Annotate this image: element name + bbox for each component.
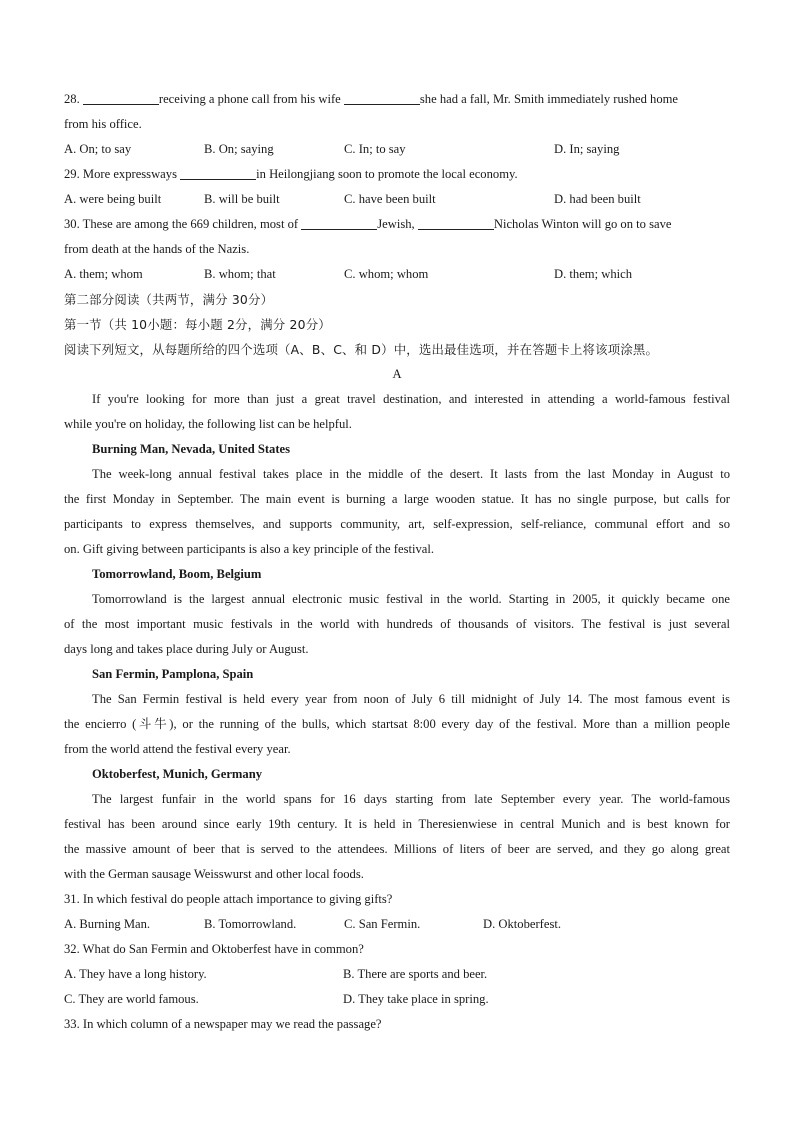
- option-b: B. There are sports and beer.: [343, 967, 488, 981]
- passage-line: Tomorrowland is the largest annual electronic music festival in the world. Starting in 2005, it quickly became one: [92, 592, 730, 606]
- passage-line: with the German sausage Weisswurst and other local foods.: [64, 867, 364, 881]
- q31-options: [64, 912, 730, 937]
- passage-line: days long and takes place during July or August.: [64, 642, 309, 656]
- reading-instruction: 阅读下列短文，从每题所给的四个选项（A、B、C、和 D）中，选出最佳选项，并在答题卡上将该项涂黑。: [64, 342, 659, 357]
- option-b: B. Tomorrowland.: [204, 917, 297, 931]
- option-c: C. have been built: [344, 192, 436, 206]
- option-c: C. San Fermin.: [344, 917, 421, 931]
- passage-intro-line: If you're looking for more than just a great travel destination, and interested in attending a world-famous festival: [92, 392, 730, 406]
- option-a: A. They have a long history.: [64, 967, 207, 981]
- passage-line: participants to express themselves, and supports community, art, self-expression, self-reliance, communal effort and so: [64, 517, 730, 531]
- q29-options: [64, 187, 730, 212]
- festival-title: San Fermin, Pamplona, Spain: [92, 667, 254, 681]
- option-c: C. They are world famous.: [64, 992, 199, 1006]
- option-c: C. In; to say: [344, 142, 406, 156]
- exam-page: [64, 87, 730, 1037]
- passage-line: from the world attend the festival every year.: [64, 742, 291, 756]
- option-d: D. had been built: [554, 192, 641, 206]
- q30-options: [64, 262, 730, 287]
- q28-stem-continued: from his office.: [64, 117, 142, 131]
- q33-stem: 33. In which column of a newspaper may we read the passage?: [64, 1017, 382, 1031]
- festival-title: Oktoberfest, Munich, Germany: [92, 767, 262, 781]
- passage-line: festival has been around since early 19th century. It is held in Theresienwiese in central Munich and is best known for: [64, 817, 730, 831]
- q31-stem: 31. In which festival do people attach importance to giving gifts?: [64, 892, 393, 906]
- festival-title: Burning Man, Nevada, United States: [92, 442, 291, 456]
- option-d: D. Oktoberfest.: [483, 917, 561, 931]
- q28-options: [64, 137, 730, 162]
- option-a: A. Burning Man.: [64, 917, 151, 931]
- option-b: B. whom; that: [204, 267, 276, 281]
- passage-line: The largest funfair in the world spans for 16 days starting from late September every year. The world-famous: [92, 792, 730, 806]
- answer-blank: [83, 90, 159, 105]
- festival-title: Tomorrowland, Boom, Belgium: [92, 567, 262, 581]
- option-b: B. will be built: [204, 192, 280, 206]
- q32-options-row1: [64, 962, 730, 987]
- passage-line: The San Fermin festival is held every year from noon of July 6 till midnight of July 14. The most famous event is: [92, 692, 730, 706]
- passage-line: the first Monday in September. The main event is burning a large wooden statue. It has no single purpose, but calls for: [64, 492, 730, 506]
- q29-stem: 29. More expressways in Heilongjiang soon to promote the local economy.: [64, 167, 518, 181]
- answer-blank: [418, 215, 494, 230]
- passage-label: A: [392, 367, 402, 381]
- answer-blank: [301, 215, 377, 230]
- option-d: D. them; which: [554, 267, 632, 281]
- passage-line: of the most important music festivals in the world with hundreds of thousands of visitors. The festival is just several: [64, 617, 730, 631]
- option-a: A. them; whom: [64, 267, 143, 281]
- option-c: C. whom; whom: [344, 267, 429, 281]
- q30-stem: 30. These are among the 669 children, most of Jewish, Nicholas Winton will go on to save: [64, 217, 672, 231]
- passage-intro-line: while you're on holiday, the following list can be helpful.: [64, 417, 352, 431]
- option-b: B. On; saying: [204, 142, 274, 156]
- passage-line: the massive amount of beer that is served to the attendees. Millions of liters of beer are served, and they go along great: [64, 842, 730, 856]
- option-a: A. were being built: [64, 192, 162, 206]
- part-two-heading: 第二部分阅读（共两节，满分 30分）: [64, 292, 274, 307]
- answer-blank: [344, 90, 420, 105]
- q30-stem-continued: from death at the hands of the Nazis.: [64, 242, 250, 256]
- option-a: A. On; to say: [64, 142, 132, 156]
- q28-stem: 28. receiving a phone call from his wife she had a fall, Mr. Smith immediately rushed home: [64, 92, 679, 106]
- passage-line: The week-long annual festival takes place in the middle of the desert. It lasts from the last Monday in August to: [92, 467, 730, 481]
- passage-line: on. Gift giving between participants is also a key principle of the festival.: [64, 542, 435, 556]
- option-d: D. In; saying: [554, 142, 620, 156]
- option-d: D. They take place in spring.: [343, 992, 489, 1006]
- q32-stem: 32. What do San Fermin and Oktoberfest have in common?: [64, 942, 364, 956]
- answer-blank: [180, 165, 256, 180]
- passage-line: the encierro (斗牛), or the running of the bulls, which startsat 8:00 every day of the festival. More than a million people: [64, 717, 730, 731]
- q32-options-row2: [64, 987, 730, 1012]
- section-one-heading: 第一节（共 10小题：每小题 2分，满分 20分）: [64, 317, 331, 332]
